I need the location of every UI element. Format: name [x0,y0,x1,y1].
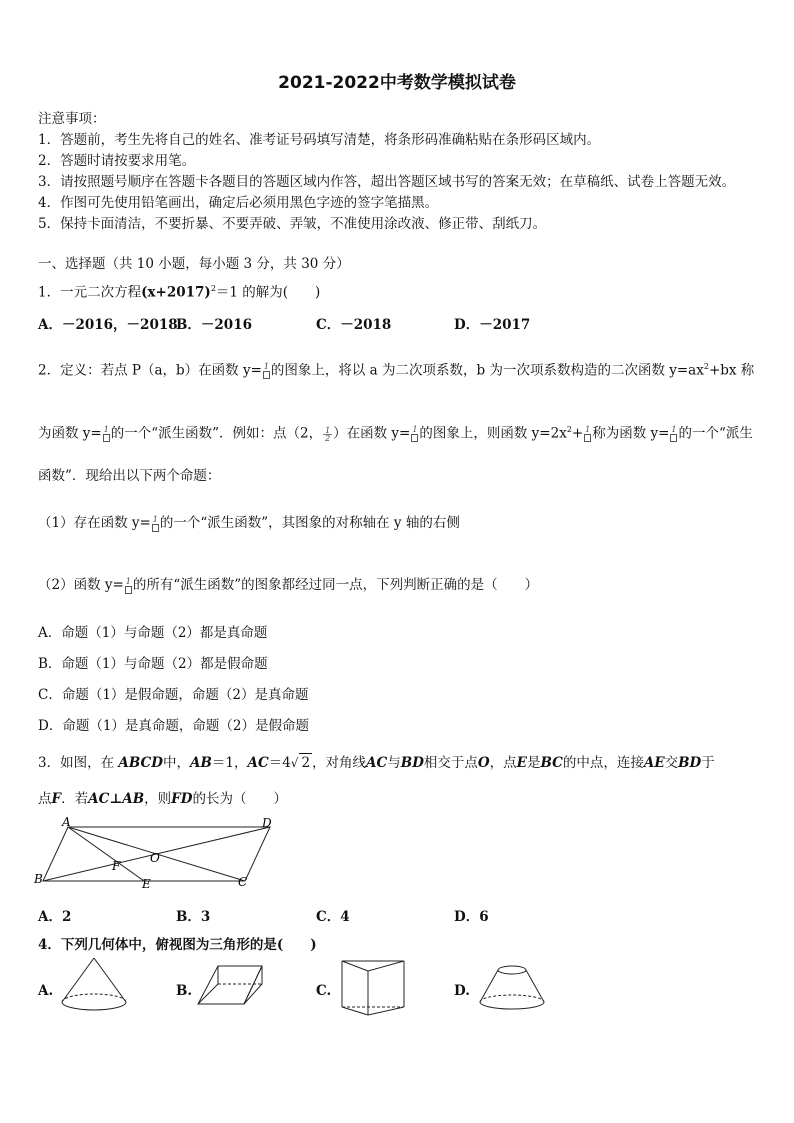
text: 是 [526,755,541,771]
label-d: D [262,816,272,830]
frac-num: 1 [103,425,109,434]
frac-den-box [103,434,110,442]
frac-den: 2 [325,433,331,443]
frac-den-box [263,371,270,379]
exponent: 2 [703,362,709,371]
q4-option-b-label[interactable]: B. [176,983,193,999]
label-b: B [34,872,43,886]
text: （1）存在函数 y= [38,515,151,531]
text: AB [189,755,212,771]
text: 的长为（ ） [192,791,287,807]
q4-option-c-label[interactable]: C. [316,983,332,999]
text: BD [678,755,702,771]
q1-option-d[interactable]: D．－2017 [454,317,531,333]
triangular-prism-upright-icon[interactable] [338,955,410,1017]
question-2-line-2 [38,421,753,443]
triangular-prism-lying-icon[interactable] [196,962,268,1010]
label-c: C [238,875,248,889]
segment-ae [68,827,144,881]
fraction-one-half [323,427,332,442]
text: ，则 [144,791,172,807]
q1-prefix: 1．一元二次方程 [38,284,142,301]
q1-option-b[interactable]: B．－2016 [176,317,252,333]
cone-icon[interactable] [58,956,130,1016]
q1-option-a[interactable]: A．－2016，－2018 [38,317,178,333]
text: ．若 [61,791,89,807]
frac-den-box [411,434,418,442]
text: F [51,791,62,807]
q1-equation: (x+2017) [141,284,211,301]
text: AC [366,755,388,771]
frac-num: 1 [325,425,331,435]
text: ，点 [489,755,517,771]
proposition-2 [38,576,538,594]
text: E [516,755,527,771]
text: O [477,755,490,771]
text: 的一个“派生 [678,425,753,442]
text: 的图象上，则函数 y=2x [419,425,567,442]
text: ABCD [118,755,163,771]
text: BD [400,755,424,771]
text: 于 [701,755,715,771]
text: 的图象上，将以 a 为二次项系数，b 为一次项系数构造的二次函数 y=ax [270,362,704,379]
text: 2．定义：若点 P（a，b）在函数 y= [38,362,262,379]
frac-den-box [670,434,677,442]
text: 点 [38,791,52,807]
fraction-1-over-x [152,516,159,532]
label-e: E [142,877,151,891]
q1-option-c[interactable]: C．－2018 [316,317,392,333]
question-1 [38,280,320,302]
q2-option-b[interactable]: B．命题（1）与命题（2）都是假命题 [38,656,268,672]
frac-den-box [125,586,132,594]
text: 的一个“派生函数”．例如：点（2， [110,425,323,442]
label-o: O [150,851,160,865]
frac-num: 1 [152,514,158,524]
text: 与 [387,755,401,771]
text: 3．如图，在 [38,755,115,771]
frac-num: 1 [263,362,269,371]
text: ，对角线 [312,755,367,771]
fraction-1-over-x [263,363,270,379]
notice-item: 3．请按照题号顺序在答题卡各题目的答题区域内作答，超出答题区域书写的答案无效；在草稿纸、试卷上答题无效。 [38,174,736,190]
fraction-1-over-x [125,578,132,594]
text: FD [171,791,193,807]
q3-option-a[interactable]: A．2 [38,909,72,925]
text: AE [643,755,665,771]
q3-option-b[interactable]: B．3 [176,909,211,925]
page-title: 2021-2022中考数学模拟试卷 [278,73,516,93]
frac-num: 1 [585,425,591,434]
text: ＝1， [211,755,248,771]
text: AC [247,755,269,771]
text: BC [540,755,563,771]
label-f: F [112,859,121,873]
question-3-line-2 [38,790,287,808]
text: +bx 称 [708,362,755,379]
text: ＝4 [268,755,291,771]
q2-option-d[interactable]: D．命题（1）是真命题，命题（2）是假命题 [38,718,310,734]
text: 相交于点 [423,755,478,771]
q4-option-d-label[interactable]: D. [454,983,470,999]
text: AC⊥AB [88,791,145,807]
text: 为函数 y= [38,425,102,442]
frac-num: 1 [125,576,131,586]
text: ）在函数 y= [333,425,411,442]
q1-suffix: ＝1 的解为( ) [215,284,321,301]
text: 的一个“派生函数”，其图象的对称轴在 y 轴的右侧 [159,515,460,531]
question-3-line-1: 3．如图，在 ABCD中，AB＝1，AC＝4√ 2 ，对角线AC与BD相交于点O，点E是BC的中点，连接AE交BD于 [38,755,715,771]
sqrt-radicand: 2 [301,755,311,771]
fraction-1-over-x [584,426,591,442]
frac-num: 1 [671,425,677,434]
notice-item: 4．作图可先使用铅笔画出，确定后必须用黑色字迹的签字笔描黑。 [38,195,439,211]
question-2-line-1 [38,358,754,380]
question-4: 4．下列几何体中，俯视图为三角形的是( ) [38,937,317,953]
frac-den-box [152,524,159,532]
proposition-1 [38,514,460,532]
text: + [571,425,584,442]
question-2-line-3: 函数”．现给出以下两个命题： [38,468,221,484]
fraction-1-over-x [670,426,677,442]
frustum-icon[interactable] [476,962,548,1014]
frac-num: 1 [412,425,418,434]
text: 称为函数 y= [592,425,670,442]
fraction-1-over-x [411,426,418,442]
notice-heading: 注意事项： [38,111,106,127]
text: 中， [162,755,190,771]
q3-option-d[interactable]: D．6 [454,909,489,925]
q4-option-a-label[interactable]: A. [38,983,54,999]
text: （2）函数 y= [38,577,124,593]
notice-item: 2．答题时请按要求用笔。 [38,153,196,169]
fraction-1-over-x [103,426,110,442]
text: 交 [664,755,679,771]
exponent: 2 [566,425,572,434]
parallelogram-figure [30,814,290,894]
notice-item: 5．保持卡面清洁，不要折暴、不要弄破、弄皱，不准使用涂改液、修正带、刮纸刀。 [38,216,547,232]
notice-item: 1．答题前，考生先将自己的姓名、准考证号码填写清楚，将条形码准确粘贴在条形码区域内。 [38,132,601,148]
q2-option-c[interactable]: C．命题（1）是假命题，命题（2）是真命题 [38,687,309,703]
text: 的中点，连接 [562,755,644,771]
q1-exponent: 2 [210,284,216,293]
section-heading: 一、选择题（共 10 小题，每小题 3 分，共 30 分） [38,256,350,272]
text: 的所有“派生函数”的图象都经过同一点，下列判断正确的是（ ） [132,577,539,593]
q3-option-c[interactable]: C．4 [316,909,350,925]
q2-option-a[interactable]: A．命题（1）与命题（2）都是真命题 [38,625,268,641]
frac-den-box [584,434,591,442]
label-a: A [62,815,71,829]
